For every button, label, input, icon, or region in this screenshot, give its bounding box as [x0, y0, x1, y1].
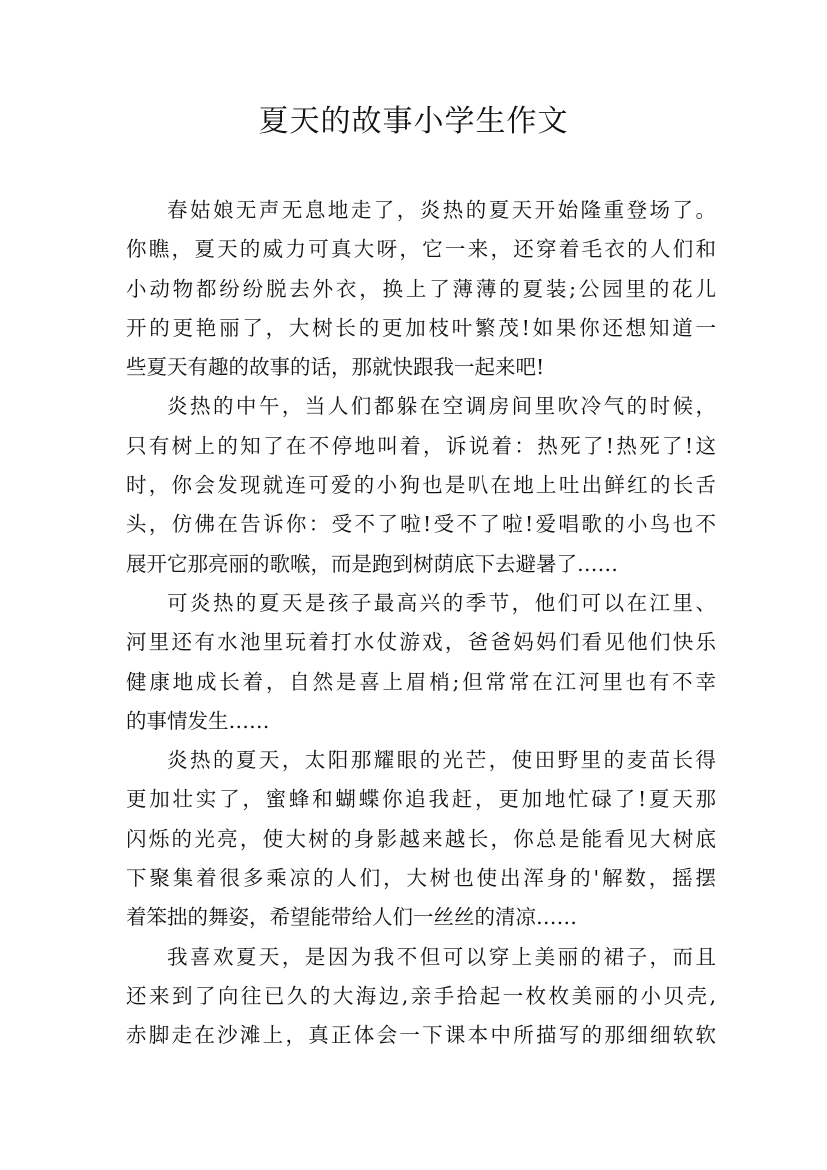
paragraph-1-line-3: 小动物都纷纷脱去外衣，换上了薄薄的夏装;公园里的花儿 — [126, 276, 716, 301]
paragraph-1-line-2: 你瞧，夏天的威力可真大呀，它一来，还穿着毛衣的人们和 — [126, 237, 716, 262]
paragraph-1-line-5: 些夏天有趣的故事的话，那就快跟我一起来吧! — [126, 355, 545, 380]
document-title: 夏天的故事小学生作文 — [258, 104, 569, 139]
paragraph-4-line-4: 下聚集着很多乘凉的人们，大树也使出浑身的'解数，摇摆 — [126, 866, 716, 891]
paragraph-2-line-4: 头，仿佛在告诉你：受不了啦!受不了啦!爱唱歌的小鸟也不 — [126, 512, 716, 537]
paragraph-2-line-1: 炎热的中午，当人们都躲在空调房间里吹冷气的时候， — [167, 394, 716, 419]
paragraph-3-line-1: 可炎热的夏天是孩子最高兴的季节，他们可以在江里、 — [167, 590, 716, 615]
paragraph-4-line-2: 更加壮实了，蜜蜂和蝴蝶你追我赶，更加地忙碌了!夏天那 — [126, 787, 716, 812]
paragraph-5-line-1: 我喜欢夏天，是因为我不但可以穿上美丽的裙子，而且 — [167, 944, 716, 969]
paragraph-4-line-3: 闪烁的光亮，使大树的身影越来越长，你总是能看见大树底 — [126, 826, 716, 851]
paragraph-3-line-2: 河里还有水池里玩着打水仗游戏，爸爸妈妈们看见他们快乐 — [126, 630, 716, 655]
paragraph-4-line-5: 着笨拙的舞姿，希望能带给人们一丝丝的清凉…… — [126, 905, 577, 930]
paragraph-2-line-3: 时，你会发现就连可爱的小狗也是叭在地上吐出鲜红的长舌 — [126, 473, 716, 498]
paragraph-2-line-5: 展开它那亮丽的歌喉，而是跑到树荫底下去避暑了…… — [126, 551, 618, 576]
paragraph-3-line-4: 的事情发生…… — [126, 708, 270, 733]
paragraph-4-line-1: 炎热的夏天，太阳那耀眼的光芒，使田野里的麦苗长得 — [167, 748, 716, 773]
paragraph-5-line-3: 赤脚走在沙滩上，真正体会一下课本中所描写的那细细软软 — [126, 1023, 716, 1048]
paragraph-1-line-1: 春姑娘无声无息地走了，炎热的夏天开始隆重登场了。 — [167, 198, 716, 222]
paragraph-3-line-3: 健康地成长着，自然是喜上眉梢;但常常在江河里也有不幸 — [126, 669, 716, 694]
document-body — [126, 191, 716, 1056]
paragraph-2-line-2: 只有树上的知了在不停地叫着，诉说着：热死了!热死了!这 — [126, 433, 716, 458]
paragraph-5-line-2: 还来到了向往已久的大海边,亲手拾起一枚枚美丽的小贝壳, — [126, 983, 716, 1008]
paragraph-1-line-4: 开的更艳丽了，大树长的更加枝叶繁茂!如果你还想知道一 — [126, 315, 716, 340]
